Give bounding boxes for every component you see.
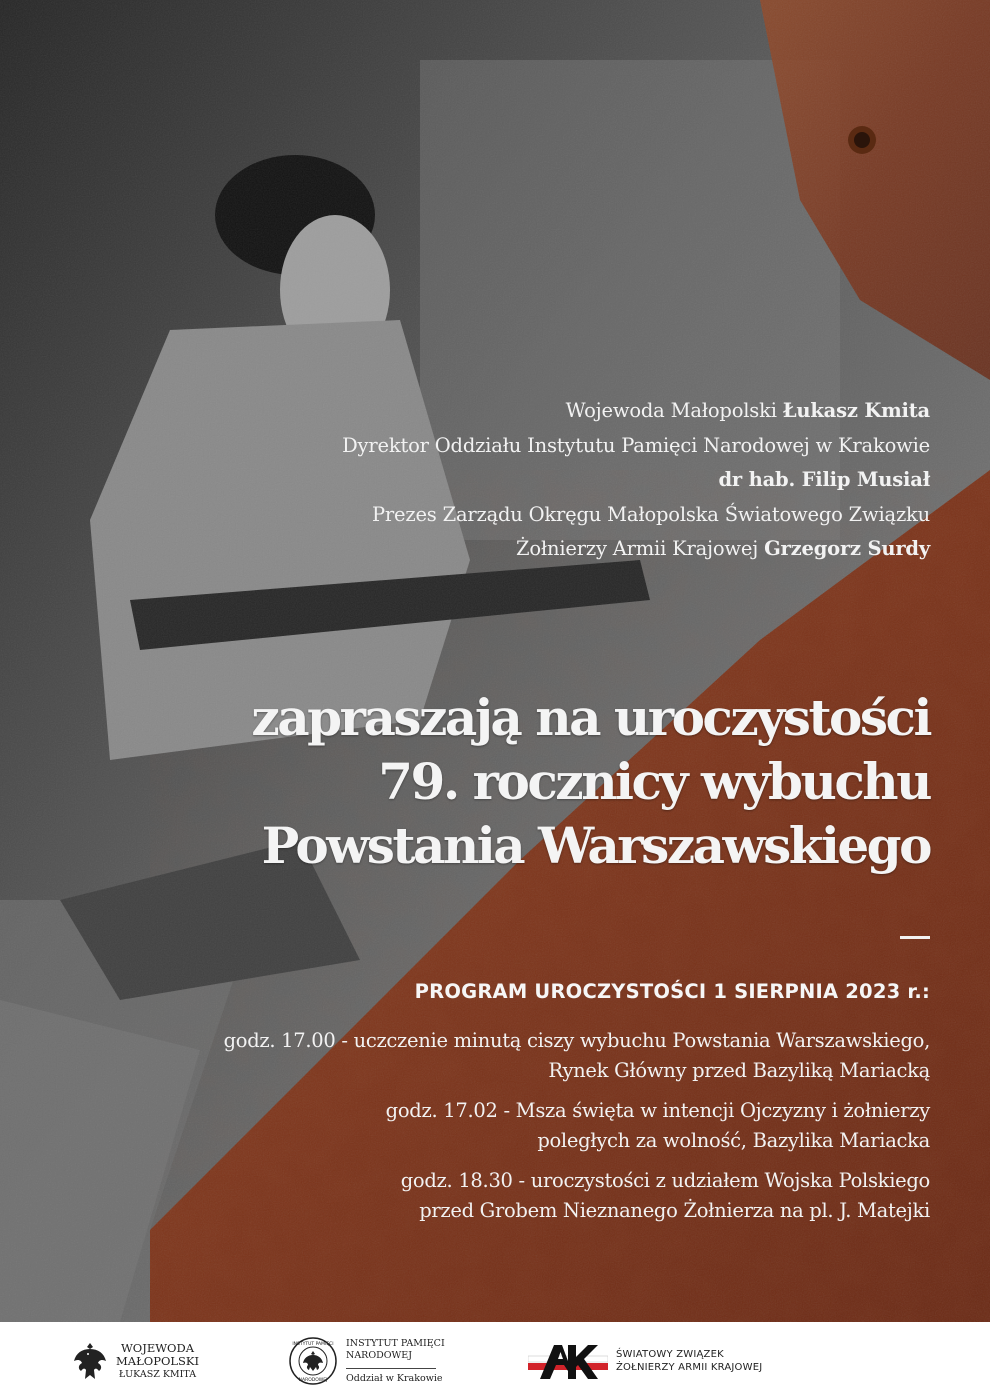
voivode-logo [72,1322,199,1400]
headline-line-1: zapraszają na uroczystości [251,688,930,747]
headline-line-3: Powstania Warszawskiego [261,816,930,875]
ipn-logo-line: Oddział w Krakowie [346,1372,443,1384]
host-voivode-name: Łukasz Kmita [782,399,930,422]
divider [900,936,930,939]
host-ak-title-cont: Żołnierzy Armii Krajowej [516,537,765,560]
program-item-line: godz. 17.00 - uczczenie minutą ciszy wybuchu Powstania Warszawskiego, [223,1029,930,1052]
hosts-block [342,394,930,567]
voivode-logo-line: ŁUKASZ KMITA [118,1368,197,1380]
host-ak-title: Prezes Zarządu Okręgu Małopolska Światowego Związku [372,502,930,526]
program-item [224,1026,930,1086]
ipn-logo-line: INSTYTUT PAMIĘCI [346,1337,445,1349]
ak-logo [528,1322,762,1400]
ak-logo-line: ŻOŁNIERZY ARMII KRAJOWEJ [616,1362,763,1373]
ak-logo-line: ŚWIATOWY ZWIĄZEK [616,1349,724,1360]
host-ak [342,532,930,567]
eagle-emblem-icon [72,1339,108,1383]
program-item [401,1166,930,1226]
program-item-line: poległych za wolność, Bazylika Mariacka [537,1129,930,1152]
program-item-line: godz. 17.02 - Msza święta w intencji Ojczyzny i żołnierzy [385,1099,930,1122]
ipn-logo [288,1322,445,1400]
host-voivode [342,394,930,429]
host-voivode-title: Wojewoda Małopolski [565,399,783,422]
svg-text:INSTYTUT PAMIĘCI: INSTYTUT PAMIĘCI [292,1342,334,1347]
program-item-line: przed Grobem Nieznanego Żołnierza na pl. J. Matejki [419,1199,930,1222]
program-item [386,1096,930,1156]
voivode-logo-line: MAŁOPOLSKI [116,1353,200,1368]
ipn-logo-line: NARODOWEJ [346,1349,413,1361]
program-title: PROGRAM UROCZYSTOŚCI 1 SIERPNIA 2023 r.: [414,980,930,1003]
host-ak-name: Grzegorz Surdy [764,537,930,560]
footer-logos [0,1322,990,1400]
headline [251,686,930,878]
program-item-line: Rynek Główny przed Bazyliką Mariacką [548,1059,930,1082]
voivode-logo-line: WOJEWODA [120,1340,195,1355]
host-ipn-title: Dyrektor Oddziału Instytutu Pamięci Narodowej w Krakowie [342,433,930,457]
ipn-seal-icon [288,1336,338,1386]
anchor-sign-icon [528,1341,608,1381]
svg-text:NARODOWEJ: NARODOWEJ [298,1378,328,1383]
program-item-line: godz. 18.30 - uroczystości z udziałem Wojska Polskiego [400,1169,930,1192]
headline-line-2: 79. rocznicy wybuchu [378,752,930,811]
host-ipn-name: dr hab. Filip Musiał [718,468,930,491]
